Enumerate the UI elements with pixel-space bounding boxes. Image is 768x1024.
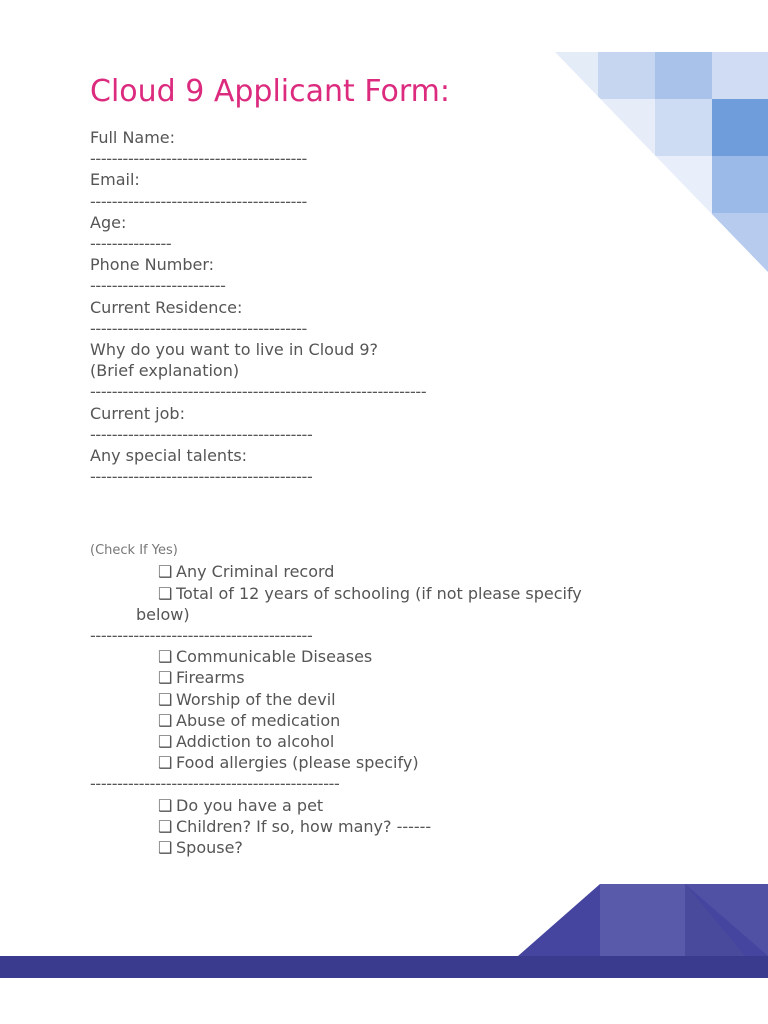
checkbox-icon[interactable]: ❑ bbox=[158, 816, 173, 836]
checkbox-icon[interactable]: ❑ bbox=[158, 647, 173, 667]
current-job-label: Current job: bbox=[90, 403, 185, 423]
checkbox-item-children[interactable] bbox=[90, 816, 650, 837]
checkbox-label: Worship of the devil bbox=[176, 689, 336, 709]
checkbox-icon[interactable]: ❑ bbox=[158, 753, 173, 773]
page-title: Cloud 9 Applicant Form: bbox=[90, 74, 450, 109]
checkbox-item-food-allergies[interactable] bbox=[90, 752, 650, 773]
checkbox-item-pet[interactable] bbox=[90, 795, 650, 816]
checkbox-icon[interactable]: ❑ bbox=[158, 583, 173, 603]
checkbox-item-alcohol-addiction[interactable] bbox=[90, 731, 650, 752]
checkbox-icon[interactable]: ❑ bbox=[158, 668, 173, 688]
checkbox-item-criminal-record[interactable] bbox=[90, 561, 650, 582]
checkbox-label: Children? If so, how many? ------ bbox=[176, 816, 432, 836]
checkbox-item-communicable-diseases[interactable] bbox=[90, 646, 650, 667]
checkbox-item-medication-abuse[interactable] bbox=[90, 710, 650, 731]
checkbox-label: Firearms bbox=[176, 668, 245, 688]
checkbox-label: Spouse? bbox=[176, 838, 243, 858]
phone-number-label: Phone Number: bbox=[90, 255, 215, 275]
checkbox-label: Food allergies (please specify) bbox=[176, 753, 419, 773]
current-job-blank[interactable]: ----------------------------------------- bbox=[90, 424, 313, 444]
checkbox-label: Any Criminal record bbox=[176, 562, 335, 582]
checkbox-label-continuation: below) bbox=[136, 604, 190, 624]
checkbox-item-firearms[interactable] bbox=[90, 667, 650, 688]
why-cloud9-sublabel: (Brief explanation) bbox=[90, 361, 240, 381]
allergies-specify-blank[interactable]: ---------------------------------------------- bbox=[90, 774, 340, 794]
why-cloud9-blank[interactable]: -------------------------------------------------------------- bbox=[90, 382, 427, 402]
checkbox-icon[interactable]: ❑ bbox=[158, 562, 173, 582]
checkbox-label: Total of 12 years of schooling (if not please specify bbox=[176, 583, 582, 603]
why-cloud9-label: Why do you want to live in Cloud 9? bbox=[90, 340, 378, 360]
checkbox-icon[interactable]: ❑ bbox=[158, 689, 173, 709]
age-blank[interactable]: --------------- bbox=[90, 234, 172, 254]
checkbox-label: Do you have a pet bbox=[176, 795, 324, 815]
checkbox-item-devil-worship[interactable] bbox=[90, 689, 650, 710]
checkbox-label: Abuse of medication bbox=[176, 710, 341, 730]
checkbox-icon[interactable]: ❑ bbox=[158, 838, 173, 858]
checkbox-icon[interactable]: ❑ bbox=[158, 732, 173, 752]
schooling-specify-blank[interactable]: ----------------------------------------- bbox=[90, 626, 313, 646]
full-name-label: Full Name: bbox=[90, 128, 176, 147]
special-talents-label: Any special talents: bbox=[90, 446, 248, 466]
special-talents-blank[interactable]: ----------------------------------------- bbox=[90, 467, 313, 487]
check-if-yes-note: (Check If Yes) bbox=[90, 543, 178, 559]
footer-decoration bbox=[0, 870, 768, 1024]
full-name-blank[interactable]: ---------------------------------------- bbox=[90, 149, 307, 169]
checkbox-label: Addiction to alcohol bbox=[176, 732, 335, 752]
current-residence-blank[interactable]: ---------------------------------------- bbox=[90, 318, 307, 338]
email-label: Email: bbox=[90, 170, 140, 190]
checkbox-icon[interactable]: ❑ bbox=[158, 710, 173, 730]
checkbox-label: Communicable Diseases bbox=[176, 647, 373, 667]
phone-number-blank[interactable]: ------------------------- bbox=[90, 276, 226, 296]
checkbox-item-spouse[interactable] bbox=[90, 837, 650, 858]
applicant-form bbox=[90, 127, 650, 858]
current-residence-label: Current Residence: bbox=[90, 297, 243, 317]
age-label: Age: bbox=[90, 212, 127, 232]
checkbox-item-schooling[interactable] bbox=[90, 583, 650, 604]
email-blank[interactable]: ---------------------------------------- bbox=[90, 191, 307, 211]
checkbox-icon[interactable]: ❑ bbox=[158, 795, 173, 815]
